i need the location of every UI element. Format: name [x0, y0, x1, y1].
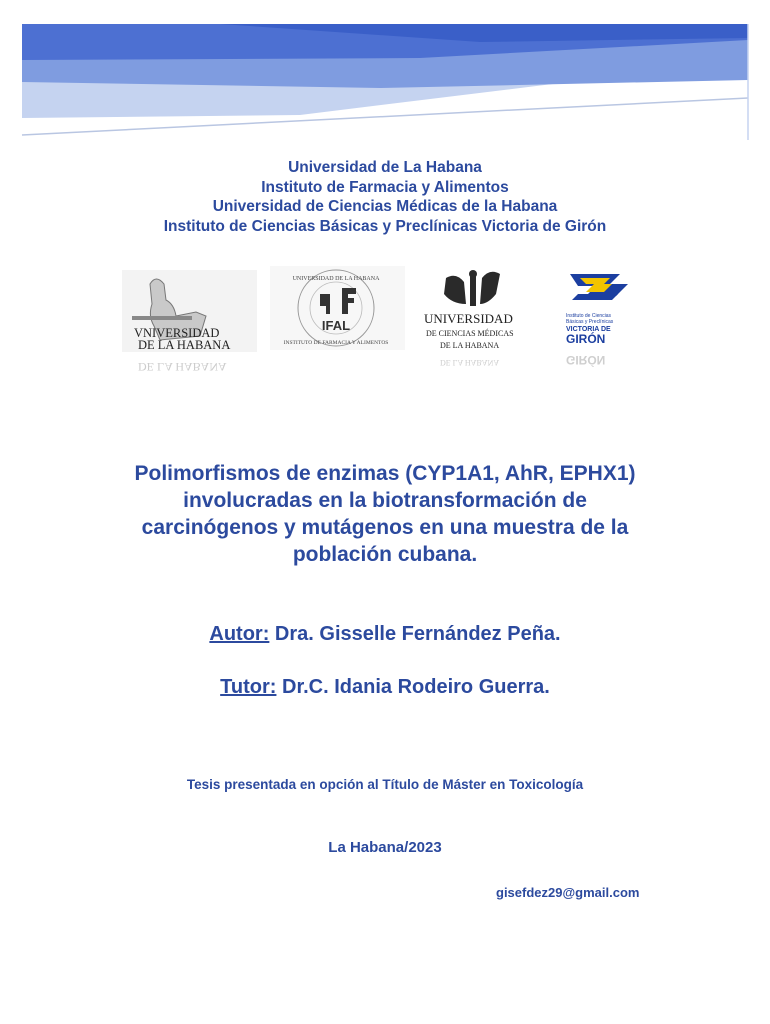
logos-row: [120, 266, 650, 376]
author-name: Dra. Gisselle Fernández Peña.: [274, 623, 561, 645]
thesis-title: [60, 460, 710, 568]
institution-line: Universidad de La Habana: [288, 159, 482, 176]
ifal-logo-ring-bottom: INSTITUTO DE FARMACIA Y ALIMENTOS: [283, 340, 389, 346]
place-year: La Habana/2023: [328, 839, 442, 856]
uh-logo-reflection: DE LA HABANA: [138, 360, 227, 374]
ucmh-logo-line2: DE CIENCIAS MÉDICAS: [426, 329, 514, 338]
giron-logo: [560, 270, 650, 376]
header-banner: [0, 0, 770, 150]
giron-logo-line3: VICTORIA DE: [566, 326, 611, 333]
thesis-title-line: Polimorfismos de enzimas (CYP1A1, AhR, EPHX1): [134, 462, 636, 485]
ucmh-logo-line3: DE LA HABANA: [440, 341, 500, 350]
uh-logo-line1: VNIVERSIDAD: [134, 326, 220, 340]
ifal-logo-ring-top: UNIVERSIDAD DE LA HABANA: [292, 276, 380, 282]
ucmh-logo-line1: UNIVERSIDAD: [424, 311, 513, 326]
institution-line: Instituto de Ciencias Básicas y Preclínicas Victoria de Girón: [163, 217, 607, 235]
tutor-name: Dr.C. Idania Rodeiro Guerra.: [282, 676, 550, 698]
giron-logo-reflection: GIRÓN: [566, 353, 606, 367]
giron-logo-line1: Instituto de Ciencias: [566, 313, 612, 319]
institution-line: Instituto de Farmacia y Alimentos: [261, 178, 509, 196]
giron-logo-line2: Básicas y Preclínicas: [566, 319, 614, 325]
tutor-line: [0, 676, 770, 699]
ucmh-logo-reflection: DE LA HABANA: [440, 358, 500, 367]
uh-logo: [122, 270, 257, 378]
ucmh-logo: [418, 268, 538, 376]
ifal-logo-monogram: IFAL: [321, 318, 351, 333]
ifal-logo: [270, 266, 405, 376]
tutor-label: Tutor:: [220, 676, 277, 698]
degree-statement: Tesis presentada en opción al Título de Máster en Toxicología: [186, 777, 584, 792]
thesis-title-line: población cubana.: [292, 543, 478, 566]
uh-logo-line2: DE LA HABANA: [138, 338, 231, 352]
institution-line: Universidad de Ciencias Médicas de la Habana: [212, 198, 558, 215]
institutions-block: [0, 158, 770, 236]
thesis-title-line: carcinógenos y mutágenos en una muestra de la: [141, 516, 629, 539]
author-email[interactable]: gisefdez29@gmail.com: [496, 885, 640, 900]
author-label: Autor:: [209, 623, 270, 645]
author-line: [0, 623, 770, 646]
thesis-title-line: involucradas en la biotransformación de: [183, 489, 587, 512]
giron-logo-line4: GIRÓN: [566, 332, 606, 346]
